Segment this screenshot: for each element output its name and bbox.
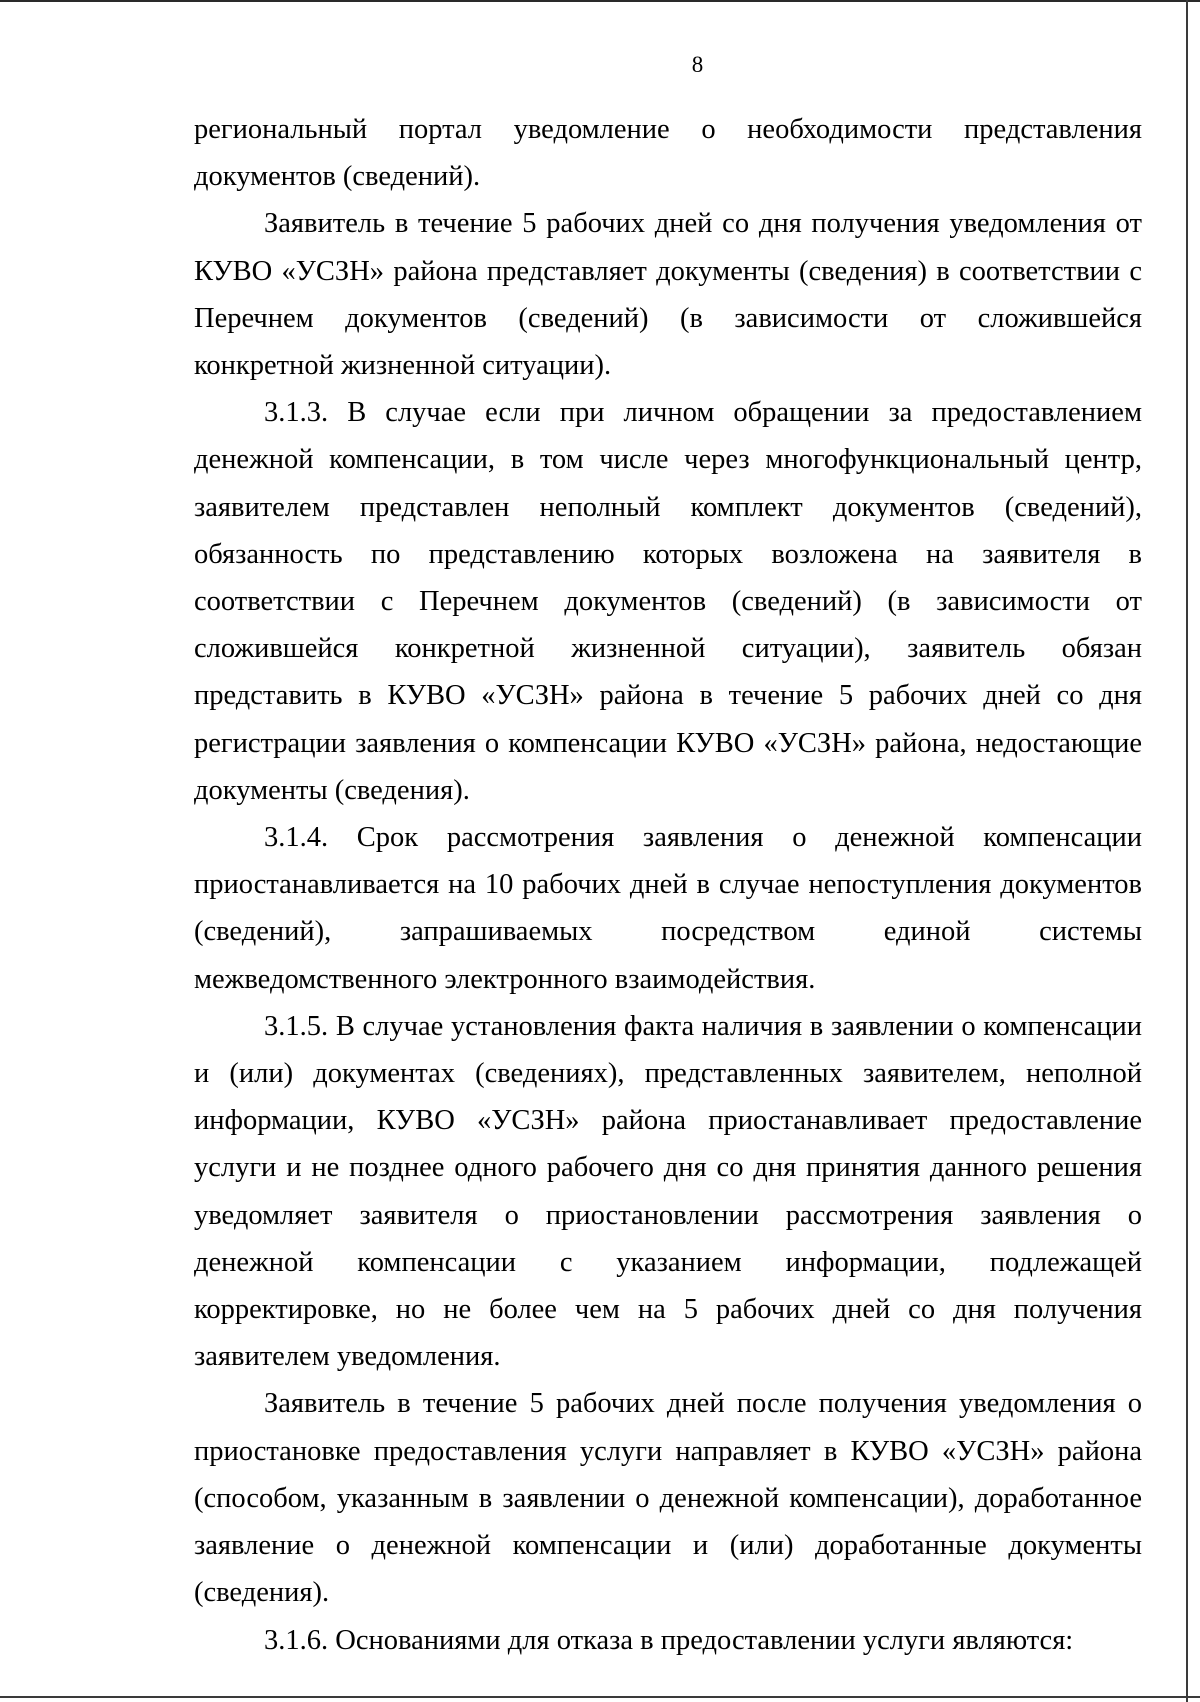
paragraph-3-1-6: 3.1.6. Основаниями для отказа в предоставлении услуги являются: [264,1624,1074,1656]
scan-edge-right [1186,0,1188,1702]
document-body [194,106,1142,1664]
paragraph-3-1-4: 3.1.4. Срок рассмотрения заявления о денежной компенсации приостанавливается на 10 рабочих дней в случае непоступления документов (сведений), запрашиваемых посредством единой системы межведомственного электронного взаимодействия. [194,822,1142,995]
scan-edge-bottom [0,1696,1200,1698]
paragraph-3-1-5: 3.1.5. В случае установления факта наличия в заявлении о компенсации и (или) документах (сведениях), представленных заявителем, неполной информации, КУВО «УСЗН» района приостанавливает предоставление услуги и не позднее одного рабочего дня со дня принятия данного решения уведомляет заявителя о приостановлении рассмотрения заявления о денежной компенсации с указанием информации, подлежащей корректировке, но не более чем на 5 рабочих дней со дня получения заявителем уведомления. [194,1010,1142,1373]
scan-edge-top [0,0,1200,2]
paragraph: Заявитель в течение 5 рабочих дней после получения уведомления о приостановке предоставления услуги направляет в КУВО «УСЗН» района (способом, указанным в заявлении о денежной компенсации), доработанное заявление о денежной компенсации и (или) доработанные документы (сведения). [194,1388,1142,1609]
page-number: 8 [691,52,704,77]
paragraph: Заявитель в течение 5 рабочих дней со дня получения уведомления от КУВО «УСЗН» района представляет документы (сведения) в соответствии с Перечнем документов (сведений) (в зависимости от сложившейся конкретной жизненной ситуации). [194,208,1142,382]
paragraph: региональный портал уведомление о необходимости представления документов (сведений). [194,114,1142,193]
paragraph-3-1-3: 3.1.3. В случае если при личном обращении за предоставлением денежной компенсации, в том числе через многофункциональный центр, заявителем представлен неполный комплект документов (сведений), обязанность по представлению которых возложена на заявителя в соответствии с Перечнем документов (сведений) (в зависимости от сложившейся конкретной жизненной ситуации), заявитель обязан представить в КУВО «УСЗН» района в течение 5 рабочих дней со дня регистрации заявления о компенсации КУВО «УСЗН» района, недостающие документы (сведения). [194,397,1142,806]
